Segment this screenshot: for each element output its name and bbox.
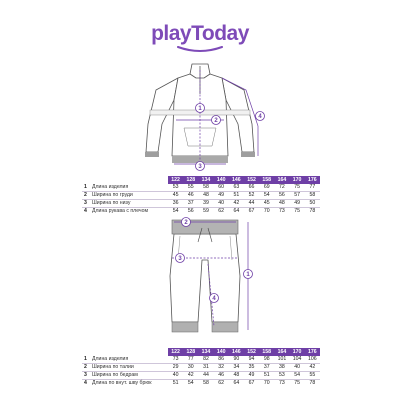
measurement-value: 75 xyxy=(290,208,305,216)
size-col: 134 xyxy=(198,176,213,184)
top-size-header xyxy=(82,176,320,184)
measurement-value: 51 xyxy=(168,380,183,388)
measurement-value: 86 xyxy=(218,356,225,362)
table-row xyxy=(82,356,320,364)
brand-name: playToday xyxy=(151,22,249,45)
marker-4: 4 xyxy=(212,296,216,302)
bottom-size-header xyxy=(82,348,320,356)
marker-2: 2 xyxy=(214,118,218,124)
measurement-value: 73 xyxy=(172,356,179,362)
measurement-value: 51 xyxy=(259,372,274,380)
measurement-label: Ширина по груди xyxy=(92,192,168,200)
measurement-value: 58 xyxy=(203,184,209,190)
measurement-label: Длина рукава с плечом xyxy=(92,208,168,216)
row-number: 1 xyxy=(84,184,87,190)
measurement-value: 42 xyxy=(305,364,320,372)
size-col: 128 xyxy=(183,176,198,184)
measurement-value: 70 xyxy=(259,208,274,216)
row-number: 4 xyxy=(82,208,92,216)
size-col: 140 xyxy=(214,348,229,356)
measurement-value: 70 xyxy=(259,380,274,388)
sweatshirt-diagram xyxy=(120,60,280,172)
measurement-value: 48 xyxy=(274,200,289,208)
measurement-value: 54 xyxy=(259,192,274,200)
header-spacer xyxy=(82,176,168,184)
measurement-value: 53 xyxy=(274,372,289,380)
measurement-value: 104 xyxy=(292,356,302,362)
measurement-value: 77 xyxy=(309,184,316,190)
size-col: 158 xyxy=(259,176,274,184)
row-number: 3 xyxy=(82,372,92,380)
size-col: 146 xyxy=(229,348,244,356)
measurement-value: 56 xyxy=(274,192,289,200)
measurement-label: Длина изделия xyxy=(92,184,129,190)
size-col: 164 xyxy=(274,176,289,184)
measurement-value: 55 xyxy=(305,372,320,380)
measurement-value: 52 xyxy=(244,192,259,200)
bottom-size-table xyxy=(82,348,320,387)
measurement-value: 44 xyxy=(198,372,213,380)
measurement-value: 106 xyxy=(308,356,317,362)
measurement-value: 37 xyxy=(183,200,198,208)
measurement-label: Ширина по бедрам xyxy=(92,372,168,380)
measurement-value: 67 xyxy=(244,380,259,388)
table-row xyxy=(82,192,320,200)
top-size-table xyxy=(82,176,320,215)
size-col: 164 xyxy=(274,348,289,356)
size-col: 128 xyxy=(183,348,198,356)
size-col: 122 xyxy=(168,176,183,184)
measurement-value: 40 xyxy=(214,200,229,208)
measurement-value: 90 xyxy=(233,356,240,362)
measurement-value: 58 xyxy=(198,380,213,388)
measurement-value: 48 xyxy=(229,372,244,380)
measurement-value: 46 xyxy=(214,372,229,380)
measurement-value: 62 xyxy=(214,380,229,388)
measurement-value: 40 xyxy=(168,372,183,380)
measurement-value: 46 xyxy=(183,192,198,200)
measurement-value: 37 xyxy=(259,364,274,372)
measurement-value: 42 xyxy=(183,372,198,380)
size-col: 152 xyxy=(244,176,259,184)
measurement-value: 64 xyxy=(229,380,244,388)
measurement-value: 62 xyxy=(214,208,229,216)
marker-1: 1 xyxy=(198,106,202,112)
measurement-value: 35 xyxy=(244,364,259,372)
measurement-value: 45 xyxy=(259,200,274,208)
measurement-value: 73 xyxy=(274,208,289,216)
measurement-value: 67 xyxy=(244,208,259,216)
table-row xyxy=(82,364,320,372)
size-col: 170 xyxy=(290,348,305,356)
measurement-value: 39 xyxy=(198,200,213,208)
measurement-value: 42 xyxy=(229,200,244,208)
measurement-value: 55 xyxy=(187,184,194,190)
measurement-value: 31 xyxy=(198,364,213,372)
marker-3: 3 xyxy=(178,256,182,262)
measurement-value: 32 xyxy=(214,364,229,372)
measurement-value: 56 xyxy=(183,208,198,216)
measurement-value: 58 xyxy=(305,192,320,200)
measurement-value: 45 xyxy=(168,192,183,200)
measurement-value: 78 xyxy=(305,208,320,216)
measurement-value: 40 xyxy=(290,364,305,372)
brand-logo xyxy=(0,22,400,46)
measurement-value: 51 xyxy=(229,192,244,200)
size-col: 170 xyxy=(290,176,305,184)
measurement-value: 66 xyxy=(248,184,255,190)
table-row xyxy=(82,372,320,380)
measurement-value: 44 xyxy=(244,200,259,208)
size-col: 122 xyxy=(168,348,183,356)
measurement-value: 34 xyxy=(229,364,244,372)
row-number: 2 xyxy=(82,364,92,372)
size-col: 134 xyxy=(198,348,213,356)
measurement-label: Ширина по низу xyxy=(92,200,168,208)
measurement-value: 54 xyxy=(290,372,305,380)
measurement-value: 60 xyxy=(218,184,225,190)
measurement-value: 59 xyxy=(198,208,213,216)
row-number: 1 xyxy=(84,356,87,362)
size-col: 176 xyxy=(305,176,320,184)
measurement-value: 54 xyxy=(168,208,183,216)
row-number: 3 xyxy=(82,200,92,208)
measurement-value: 49 xyxy=(244,372,259,380)
measurement-value: 82 xyxy=(203,356,209,362)
measurement-value: 72 xyxy=(279,184,285,190)
measurement-value: 69 xyxy=(263,184,270,190)
measurement-label: Длина изделия xyxy=(92,356,129,362)
measurement-value: 49 xyxy=(290,200,305,208)
size-col: 140 xyxy=(214,176,229,184)
table-row xyxy=(82,184,320,192)
measurement-value: 101 xyxy=(277,356,287,362)
size-col: 146 xyxy=(229,176,244,184)
marker-3: 3 xyxy=(198,164,202,170)
size-col: 176 xyxy=(305,348,320,356)
measurement-value: 64 xyxy=(229,208,244,216)
measurement-label: Длина по внут. шву брюк xyxy=(92,380,168,388)
measurement-value: 48 xyxy=(198,192,213,200)
measurement-value: 75 xyxy=(294,184,300,190)
header-spacer xyxy=(82,348,168,356)
size-col: 158 xyxy=(259,348,274,356)
measurement-value: 30 xyxy=(183,364,198,372)
measurement-value: 78 xyxy=(305,380,320,388)
measurement-value: 49 xyxy=(214,192,229,200)
measurement-value: 75 xyxy=(290,380,305,388)
marker-1: 1 xyxy=(246,272,250,278)
measurement-label: Ширина по талии xyxy=(92,364,168,372)
measurement-value: 57 xyxy=(290,192,305,200)
table-row xyxy=(82,200,320,208)
measurement-value: 53 xyxy=(172,184,179,190)
row-number: 4 xyxy=(82,380,92,388)
measurement-value: 29 xyxy=(168,364,183,372)
measurement-value: 77 xyxy=(187,356,194,362)
row-number: 2 xyxy=(82,192,92,200)
measurement-value: 98 xyxy=(263,356,270,362)
marker-4: 4 xyxy=(258,114,262,120)
measurement-value: 94 xyxy=(248,356,255,362)
measurement-value: 63 xyxy=(233,184,240,190)
measurement-value: 54 xyxy=(183,380,198,388)
measurement-value: 73 xyxy=(274,380,289,388)
measurement-value: 38 xyxy=(274,364,289,372)
size-col: 152 xyxy=(244,348,259,356)
measurement-value: 50 xyxy=(305,200,320,208)
marker-2: 2 xyxy=(184,220,188,226)
table-row xyxy=(82,380,320,388)
smile-icon xyxy=(176,46,224,54)
measurement-value: 36 xyxy=(168,200,183,208)
pants-diagram xyxy=(150,214,260,346)
